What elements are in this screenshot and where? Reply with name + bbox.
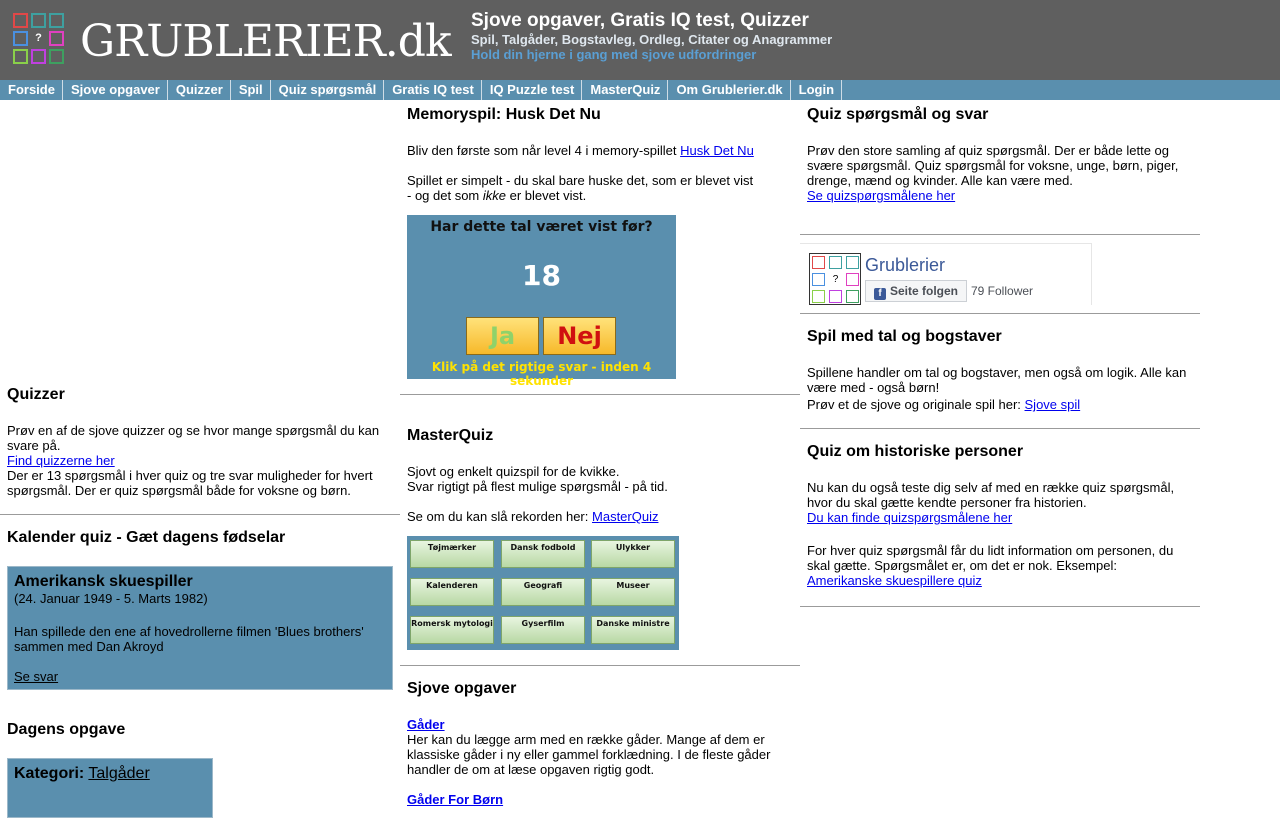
memory-link[interactable]: Husk Det Nu [680,143,754,158]
facebook-follow-label: Seite folgen [890,284,959,298]
nav-sjove-opgaver[interactable]: Sjove opgaver [63,80,168,100]
quizzer-intro: Prøv en af de sjove quizzer og se hvor mange spørgsmål du kan svare på. [7,423,380,453]
spil-title: Spil med tal og bogstaver [807,328,1002,345]
memory-game-number: 18 [522,259,561,292]
memory-game-question: Har dette tal været vist før? [430,219,653,235]
nav-quizzer[interactable]: Quizzer [168,80,231,100]
divider [400,665,800,666]
kalender-dates: (24. Januar 1949 - 5. Marts 1982) [14,591,208,606]
dagens-category-link[interactable]: Talgåder [88,765,150,782]
quizzer-desc: Der er 13 spørgsmål i hver quiz og tre svar muligheder for hvert spørgsmål. Der er quiz spørgsmål både for voksne og børn. [7,468,373,498]
historiske-title: Quiz om historiske personer [807,443,1024,460]
sjove-title: Sjove opgaver [407,680,517,697]
historiske-link[interactable]: Du kan finde quizspørgsmålene her [807,510,1013,525]
quizspm-link[interactable]: Se quizspørgsmålene her [807,188,956,203]
right-column [800,100,1200,800]
dagens-category-label: Kategori: [14,765,85,782]
divider [0,514,400,515]
facebook-page-avatar[interactable] [809,253,861,305]
quizzer-section [7,423,387,498]
mq-category-button[interactable]: Danske ministre [591,616,675,644]
main-nav [0,80,1280,100]
logo-question-mark: ? [35,32,42,44]
memory-game-image[interactable] [407,215,676,388]
quizspm-desc: Prøv den store samling af quiz spørgsmål. Der er både lette og svære spørgsmål. Quiz spørgsmål for voksne, unge, børn, piger, drenge, mænd og kvinder. Alle kan være med. [807,143,1179,188]
mq-category-button[interactable]: Dansk fodbold [501,540,585,568]
masterquiz-section [407,464,787,524]
nav-forside[interactable]: Forside [0,80,63,100]
mq-category-button[interactable]: Geografi [501,578,585,606]
quizzer-title: Quizzer [7,386,65,403]
logo-question-mark: ? [832,274,839,285]
memory-section [407,143,757,203]
divider [400,394,800,395]
mq-category-button[interactable]: Museer [591,578,675,606]
kalender-desc: Han spillede den ene af hovedrollerne filmen 'Blues brothers' sammen med Dan Akroyd [14,624,364,654]
divider [800,234,1200,235]
site-logo-text[interactable]: GRUBLERIER.dk [80,16,451,67]
gader-desc: Her kan du lægge arm med en række gåder. Mange af dem er klassiske gåder i ny eller gammel forklædning. I de fleste gåder handler de om at læse opgaven rigtig godt. [407,732,771,777]
masterquiz-title: MasterQuiz [407,427,494,444]
nav-iq-puzzle-test[interactable]: IQ Puzzle test [482,80,583,100]
divider [800,606,1200,607]
historiske-desc: Nu kan du også teste dig selv af med en række quiz spørgsmål, hvor du skal gætte kendte personer fra historien. [807,480,1175,510]
historiske-desc2: For hver quiz spørgsmål får du lidt information om personen, du skal gætte. Spørgsmålet er, om det er nok. Eksempel: [807,543,1174,573]
masterquiz-desc1: Sjovt og enkelt quizspil for de kvikke. [407,464,620,479]
site-header [0,0,1280,80]
memory-no-button[interactable]: Nej [543,317,616,355]
mq-category-button[interactable]: Kalenderen [410,578,494,606]
facebook-follow-button[interactable] [865,280,967,302]
logo-grid-icon[interactable] [13,13,65,65]
facebook-widget [800,243,1092,305]
kalender-person: Amerikansk skuespiller [14,573,193,590]
divider [800,428,1200,429]
mq-category-button[interactable]: Ulykker [591,540,675,568]
header-title: Sjove opgaver, Gratis IQ test, Quizzer [471,10,809,31]
quizzer-link[interactable]: Find quizzerne her [7,453,115,468]
historiske-section [807,480,1192,588]
spil-try-text: Prøv et de sjove og originale spil her: [807,397,1021,412]
facebook-follower-count: 79 Follower [971,284,1034,298]
nav-om-grublerier[interactable]: Om Grublerier.dk [668,80,790,100]
nav-gratis-iq-test[interactable]: Gratis IQ test [384,80,482,100]
gader-link[interactable]: Gåder [407,717,445,732]
sjove-section [407,717,777,807]
dagens-box [7,758,213,818]
mq-category-button[interactable]: Romersk mytologi [410,616,494,644]
kalender-box [7,566,393,690]
header-subtitle: Spil, Talgåder, Bogstavleg, Ordleg, Citater og Anagrammer [471,32,833,47]
facebook-icon: f [874,288,886,300]
masterquiz-category-grid [407,536,679,650]
nav-quiz-spoergsmaal[interactable]: Quiz spørgsmål [271,80,385,100]
dagens-title: Dagens opgave [7,721,126,738]
header-slogan: Hold din hjerne i gang med sjove udfordringer [471,47,757,62]
divider [800,313,1200,314]
memory-yes-button[interactable]: Ja [466,317,539,355]
memory-desc1: Spillet er simpelt - du skal bare huske det, som er blevet vist - og det som [407,173,754,203]
mq-category-button[interactable]: Gyserfilm [501,616,585,644]
memory-game-hint: Klik på det rigtige svar - inden 4 sekunder [431,360,652,388]
kalender-answer-link[interactable]: Se svar [14,669,59,684]
nav-masterquiz[interactable]: MasterQuiz [582,80,668,100]
nav-login[interactable]: Login [791,80,842,100]
memory-desc2: er blevet vist. [509,188,587,203]
masterquiz-record-text: Se om du kan slå rekorden her: [407,509,589,524]
nav-spil[interactable]: Spil [231,80,271,100]
memory-desc-em: ikke [482,188,507,203]
masterquiz-desc2: Svar rigtigt på flest mulige spørgsmål - på tid. [407,479,668,494]
spil-link[interactable]: Sjove spil [1024,397,1081,412]
kalender-title: Kalender quiz - Gæt dagens fødselar [7,529,286,546]
gader-born-link[interactable]: Gåder For Børn [407,792,504,807]
historiske-example-link[interactable]: Amerikanske skuespillere quiz [807,573,982,588]
left-column [0,100,400,800]
mq-category-button[interactable]: Tøjmærker [410,540,494,568]
middle-column [400,100,800,807]
spil-section [807,365,1187,412]
memory-title: Memoryspil: Husk Det Nu [407,106,601,123]
quizspm-title: Quiz spørgsmål og svar [807,106,989,123]
header-tagline [471,10,1191,62]
masterquiz-record-link[interactable]: MasterQuiz [592,509,659,524]
memory-intro: Bliv den første som når level 4 i memory-spillet [407,143,677,158]
spil-desc: Spillene handler om tal og bogstaver, men også om logik. Alle kan være med - også børn! [807,365,1187,395]
quizspm-section [807,143,1187,203]
facebook-page-name[interactable]: Grublerier [865,255,946,275]
